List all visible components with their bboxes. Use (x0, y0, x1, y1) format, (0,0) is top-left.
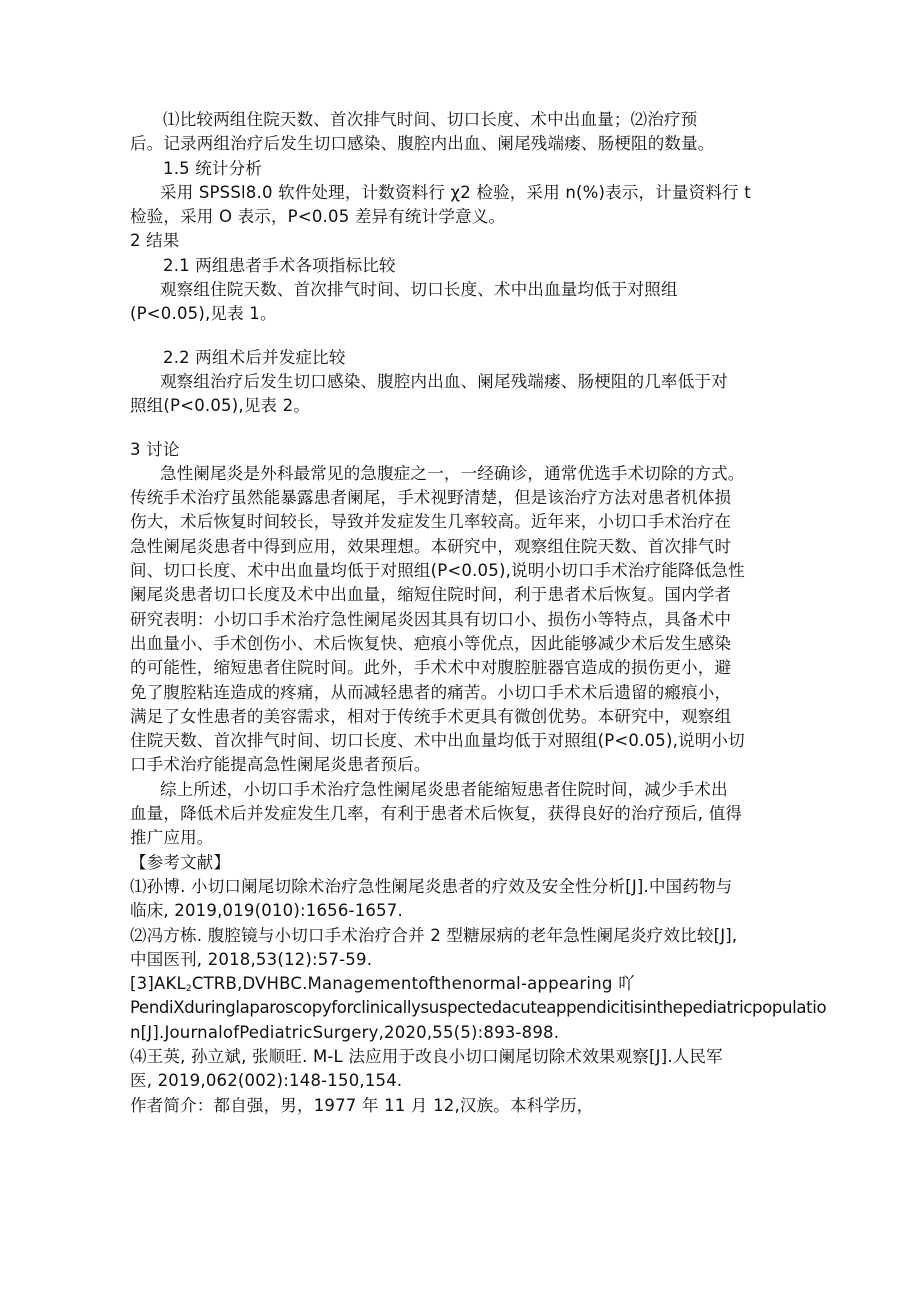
paragraph-line: 出血量小、手术创伤小、术后恢复快、疤痕小等优点，因此能够减少术后发生感染 (130, 633, 732, 653)
paragraph-line: 满足了女性患者的美容需求，相对于传统手术更具有微创优势。本研究中，观察组 (130, 706, 732, 726)
paragraph-line: 血量，降低术后并发症发生几率，有利于患者术后恢复，获得良好的治疗预后, 值得 (130, 804, 743, 824)
paragraph-line: 免了腹腔粘连造成的疼痛，从而减轻患者的痛苦。小切口手术术后遗留的瘢痕小， (130, 682, 732, 702)
paragraph-line: 观察组治疗后发生切口感染、腹腔内出血、阑尾残端瘘、肠梗阻的几率低于对 (160, 371, 728, 391)
spacer (130, 419, 800, 438)
paragraph-line: 研究表明：小切口手术治疗急性阑尾炎因其具有切口小、损伤小等特点，具备术中 (130, 609, 732, 629)
paragraph-line: 伤大，术后恢复时间较长，导致并发症发生几率较高。近年来，小切口手术治疗在 (130, 512, 732, 532)
paragraph-line: 后。记录两组治疗后发生切口感染、腹腔内出血、阑尾残端瘘、肠梗阻的数量。 (130, 134, 715, 154)
references-heading: 【参考文献】 (130, 852, 231, 872)
paragraph-line: 间、切口长度、术中出血量均低于对照组(P<0.05),说明小切口手术治疗能降低急性 (130, 561, 745, 581)
section-heading: 1.5 统计分析 (163, 158, 263, 178)
reference-line (130, 972, 800, 996)
paragraph-line: 急性阑尾炎是外科最常见的急腹症之一，一经确诊，通常优选手术切除的方式。 (160, 463, 745, 483)
paragraph-line: 推广应用。 (130, 828, 214, 848)
paragraph-line: 采用 SPSSl8.0 软件处理，计数资料行 χ2 检验，采用 n(%)表示，计量资料行 t (160, 182, 751, 202)
paragraph-line: 传统手术治疗虽然能暴露患者阑尾，手术视野清楚，但是该治疗方法对患者机体损 (130, 488, 732, 508)
reference-line: 临床, 2019,019(010):1656-1657. (130, 901, 403, 921)
paragraph-line: 阑尾炎患者切口长度及术中出血量，缩短住院时间，利于患者术后恢复。国内学者 (130, 585, 732, 605)
reference-3-subscript: 2 (185, 984, 192, 995)
paragraph-line: 住院天数、首次排气时间、切口长度、术中出血量均低于对照组(P<0.05),说明小切 (130, 731, 745, 751)
spacer (130, 327, 800, 346)
reference-line: PendiXduringlaparoscopyforclinicallysuspectedacuteappendicitisinthepediatricpopulatio (130, 998, 827, 1018)
reference-line: ⑴孙博. 小切口阑尾切除术治疗急性阑尾炎患者的疗效及安全性分析[J].中国药物与 (130, 876, 733, 896)
author-info: 作者简介：都自强，男，1977 年 11 月 12,汉族。本科学历， (130, 1095, 594, 1115)
paragraph-line: (P<0.05),见表 1。 (130, 304, 277, 324)
reference-3-rest: CTRB,DVHBC.Managementofthenormal-appearing 吖 (191, 974, 635, 994)
section-heading: 2 结果 (130, 231, 180, 251)
section-heading: 3 讨论 (130, 439, 180, 459)
paragraph-line: 综上所述，小切口手术治疗急性阑尾炎患者能缩短患者住院时间，减少手术出 (160, 779, 728, 799)
reference-line: 中国医刊, 2018,53(12):57-59. (130, 949, 373, 969)
section-heading: 2.2 两组术后并发症比较 (163, 347, 346, 367)
paragraph-line: 急性阑尾炎患者中得到应用，效果理想。本研究中，观察组住院天数、首次排气时 (130, 536, 732, 556)
paragraph-line: ⑴比较两组住院天数、首次排气时间、切口长度、术中出血量；⑵治疗预 (163, 110, 698, 129)
reference-line: n[J].JournalofPediatricSurgery,2020,55(5):893-898. (130, 1022, 560, 1042)
paragraph-line: 的可能性，缩短患者住院时间。此外，手术术中对腹腔脏器官造成的损伤更小，避 (130, 658, 732, 678)
reference-line: ⑵冯方栋. 腹腔镜与小切口手术治疗合并 2 型糖尿病的老年急性阑尾炎疗效比较[J], (130, 925, 738, 945)
paragraph-line: 照组(P<0.05),见表 2。 (130, 396, 311, 416)
paragraph-line: 口手术治疗能提高急性阑尾炎患者预后。 (130, 755, 431, 775)
reference-3-prefix: [3]AKL (130, 974, 186, 994)
reference-line: ⑷王英, 孙立斌, 张顺旺. M-L 法应用于改良小切口阑尾切除术效果观察[J].人民军 (130, 1046, 723, 1066)
document-page (130, 108, 827, 1118)
paragraph-line: 检验，采用 O 表示，P<0.05 差异有统计学意义。 (130, 207, 506, 227)
paragraph-line: 观察组住院天数、首次排气时间、切口长度、术中出血量均低于对照组 (160, 280, 678, 300)
reference-line: 医, 2019,062(002):148-150,154. (130, 1071, 403, 1091)
section-heading: 2.1 两组患者手术各项指标比较 (163, 255, 396, 275)
